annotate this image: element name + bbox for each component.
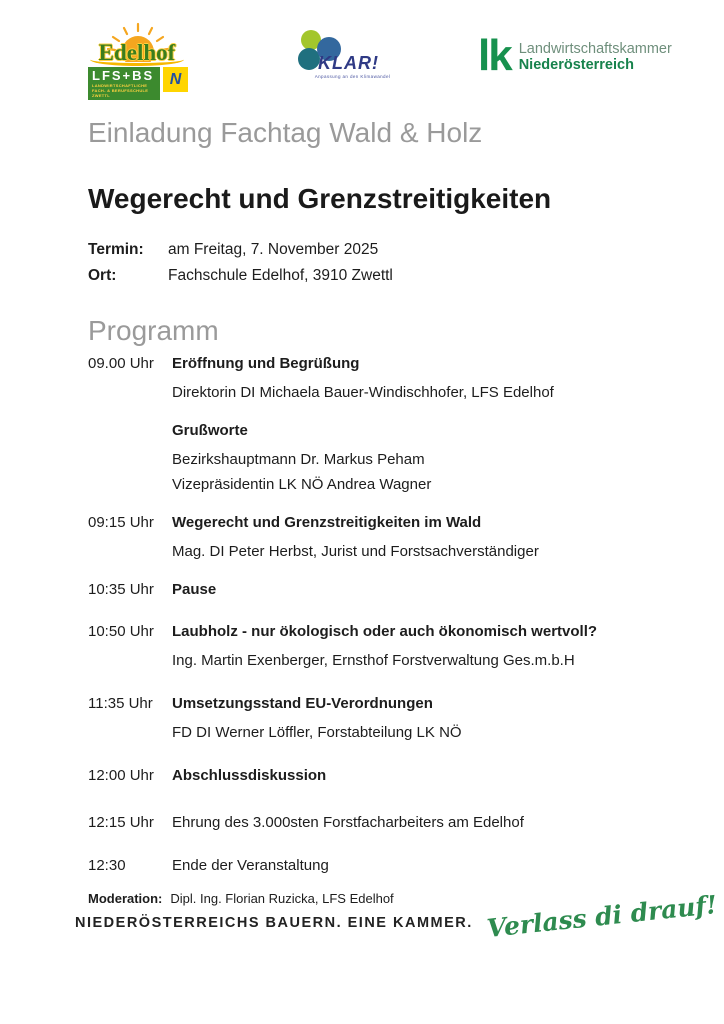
program-time: 10:35 Uhr <box>88 581 154 598</box>
ort-row <box>88 263 664 289</box>
program-row <box>88 853 664 878</box>
edelhof-fineprint-line: ZWETTL <box>92 93 111 98</box>
footer-slogan: NIEDERÖSTERREICHS BAUERN. EINE KAMMER. <box>75 914 473 931</box>
klar-wordmark: KLAR! <box>318 53 379 73</box>
program-row <box>88 619 664 673</box>
edelhof-logo <box>88 25 188 101</box>
program-row <box>88 577 664 606</box>
program-time <box>88 418 172 497</box>
program-list <box>88 351 664 907</box>
program-speaker: Ing. Martin Exenberger, Ernsthof Forstverwaltung Ges.m.b.H <box>172 652 575 669</box>
program-time: 11:35 Uhr <box>88 695 153 712</box>
ort-label: Ort: <box>88 267 117 284</box>
footer-script-slogan: Verlass di drauf! <box>485 890 719 944</box>
program-speaker: FD DI Werner Löffler, Forstabteilung LK NÖ <box>172 724 462 741</box>
lk-region-name: Niederösterreich <box>518 57 634 73</box>
edelhof-box-label: LFS+BS <box>92 68 155 83</box>
edelhof-wordmark: Edelhof <box>98 40 176 65</box>
program-speaker: Vizepräsidentin LK NÖ Andrea Wagner <box>172 476 432 493</box>
program-title: Laubholz - nur ökologisch oder auch ökonomisch wertvoll? <box>172 623 598 640</box>
program-time: 12:00 Uhr <box>88 767 154 784</box>
klar-subtitle: Anpassung an den Klimawandel <box>314 74 391 79</box>
termin-row <box>88 237 664 263</box>
program-title: Wegerecht und Grenzstreitigkeiten im Wald <box>172 514 482 531</box>
program-time: 10:50 Uhr <box>88 623 154 640</box>
program-speaker: Direktorin DI Michaela Bauer-Windischhofer, LFS Edelhof <box>172 384 554 401</box>
program-row <box>88 691 664 745</box>
lk-monogram: lk <box>478 31 511 80</box>
edelhof-fineprint-line: FACH- & BERUFSSCHULE <box>92 88 149 93</box>
program-title: Abschlussdiskussion <box>172 767 327 784</box>
program-title: Eröffnung und Begrüßung <box>172 355 360 372</box>
program-title: Umsetzungsstand EU-Verordnungen <box>172 695 433 712</box>
program-speaker: Mag. DI Peter Herbst, Jurist und Forstsachverständiger <box>172 543 539 560</box>
niederoesterreich-n-icon: N <box>163 67 188 92</box>
termin-label: Termin: <box>88 241 144 258</box>
program-row <box>88 418 664 497</box>
logo-header <box>88 25 672 105</box>
edelhof-fineprint-line: LANDWIRTSCHAFTLICHE <box>92 83 148 88</box>
event-title: Wegerecht und Grenzstreitigkeiten <box>88 183 552 214</box>
program-heading: Programm <box>88 315 219 346</box>
landwirtschaftskammer-logo <box>478 31 672 80</box>
program-row <box>88 763 664 792</box>
ort-value: Fachschule Edelhof, 3910 Zwettl <box>168 267 393 284</box>
moderation-label: Moderation: <box>88 891 163 906</box>
event-details <box>88 237 664 289</box>
program-item: Ende der Veranstaltung <box>172 857 329 874</box>
klar-logo <box>295 28 405 104</box>
program-row <box>88 810 664 835</box>
program-speaker: Bezirkshauptmann Dr. Markus Peham <box>172 451 425 468</box>
edelhof-school-box <box>88 67 160 100</box>
program-time: 12:15 Uhr <box>88 814 154 831</box>
program-title: Grußworte <box>172 422 248 439</box>
program-time: 12:30 <box>88 857 126 874</box>
program-title: Pause <box>172 581 217 598</box>
lk-org-name: Landwirtschaftskammer <box>518 41 672 57</box>
event-subtitle: Einladung Fachtag Wald & Holz <box>88 117 483 148</box>
program-row <box>88 351 664 405</box>
program-time: 09.00 Uhr <box>88 355 154 372</box>
termin-value: am Freitag, 7. November 2025 <box>168 241 379 258</box>
program-time: 09:15 Uhr <box>88 514 154 531</box>
program-item: Ehrung des 3.000sten Forstfacharbeiters am Edelhof <box>172 814 524 831</box>
program-row <box>88 510 664 564</box>
moderation-value: Dipl. Ing. Florian Ruzicka, LFS Edelhof <box>170 891 394 906</box>
